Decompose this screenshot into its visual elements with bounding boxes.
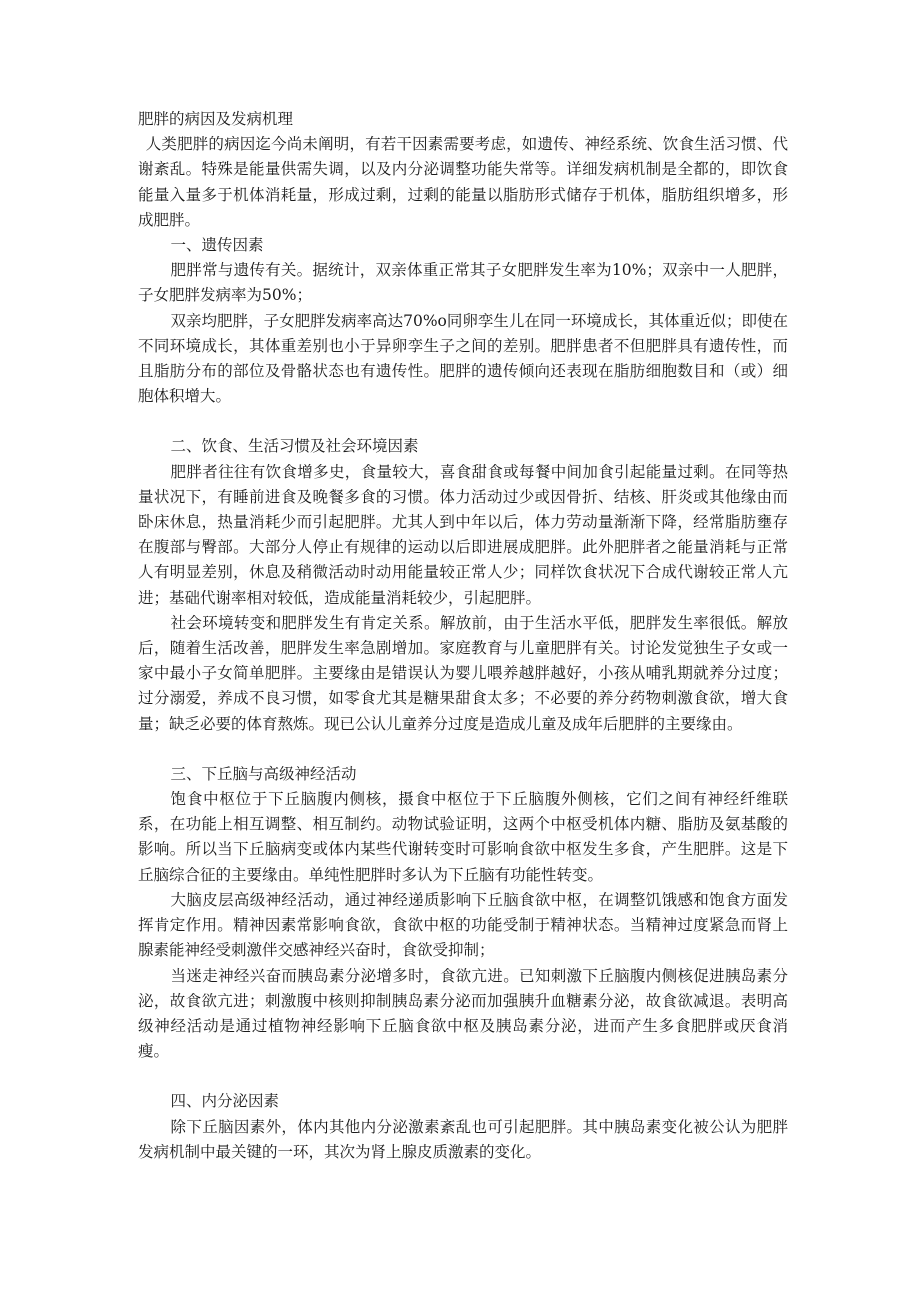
section-paragraph: 大脑皮层高级神经活动，通过神经递质影响下丘脑食欲中枢，在调整饥饿感和饱食方面发挥肯定作用。精神因素常影响食欲，食欲中枢的功能受制于精神状态。当精神过度紧急而肾上腺素能神经受刺激伴交感神经兴奋时，食欲受抑制； <box>138 890 788 960</box>
section-paragraph: 除下丘脑因素外，体内其他内分泌激素紊乱也可引起肥胖。其中胰岛素变化被公认为肥胖发病机制中最关键的一环，其次为肾上腺皮质激素的变化。 <box>138 1117 788 1161</box>
section-paragraph: 双亲均肥胖，子女肥胖发病率高达70%o同卵孪生儿在同一环境成长，其体重近似；即使在不同环境成长，其体重差别也小于异卵孪生子之间的差别。肥胖患者不但肥胖具有遗传性，而且脂肪分布的部位及骨骼状态也有遗传性。肥胖的遗传倾向还表现在脂肪细胞数目和（或）细胞体积增大。 <box>138 311 788 406</box>
section-paragraph: 当迷走神经兴奋而胰岛素分泌增多时，食欲亢进。已知刺激下丘脑腹内侧核促进胰岛素分泌，故食欲亢进；刺激腹中核则抑制胰岛素分泌而加强胰升血糖素分泌，故食欲减退。表明高级神经活动是通过植物神经影响下丘脑食欲中枢及胰岛素分泌，进而产生多食肥胖或厌食消瘦。 <box>138 966 788 1061</box>
paragraph-spacer <box>138 737 788 762</box>
document-body <box>138 107 788 1165</box>
section-paragraph: 肥胖常与遗传有关。据统计，双亲体重正常其子女肥胖发生率为10%；双亲中一人肥胖，子女肥胖发病率为50%； <box>138 261 788 305</box>
intro-paragraph: 人类肥胖的病因迄今尚未阐明，有若干因素需要考虑，如遗传、神经系统、饮食生活习惯、代谢紊乱。特殊是能量供需失调，以及内分泌调整功能失常等。详细发病机制是全都的，即饮食能量入量多于机体消耗量，形成过剩，过剩的能量以脂肪形式储存于机体，脂肪组织增多，形成肥胖。 <box>138 135 788 229</box>
section-heading-hypothalamus: 三、下丘脑与高级神经活动 <box>170 764 357 783</box>
section-paragraph: 饱食中枢位于下丘脑腹内侧核，摄食中枢位于下丘脑腹外侧核，它们之间有神经纤维联系，在功能上相互调整、相互制约。动物试验证明，这两个中枢受机体内糖、脂肪及氨基酸的影响。所以当下丘脑病变或体内某些代谢转变时可影响食欲中枢发生多食，产生肥胖。这是下丘脑综合征的主要缘由。单纯性肥胖时多认为下丘脑有功能性转变。 <box>138 790 788 884</box>
document-title: 肥胖的病因及发病机理 <box>138 110 294 128</box>
section-heading-diet: 二、饮食、生活习惯及社会环境因素 <box>170 437 419 456</box>
section-heading-endocrine: 四、内分泌因素 <box>170 1092 280 1111</box>
paragraph-spacer <box>138 409 788 434</box>
section-paragraph: 社会环境转变和肥胖发生有肯定关系。解放前，由于生活水平低，肥胖发生率很低。解放后，随着生活改善，肥胖发生率急剧增加。家庭教育与儿童肥胖有关。讨论发觉独生子女或一家中最小子女简单肥胖。主要缘由是错误认为婴儿喂养越胖越好，小孩从哺乳期就养分过度；过分溺爱，养成不良习惯，如零食尤其是糖果甜食太多；不必要的养分药物刺激食欲，增大食量；缺乏必要的体育熬炼。现已公认儿童养分过度是造成儿童及成年后肥胖的主要缘由。 <box>138 613 788 733</box>
paragraph-spacer <box>138 1064 788 1089</box>
section-paragraph: 肥胖者往往有饮食增多史，食量较大，喜食甜食或每餐中间加食引起能量过剩。在同等热量状况下，有睡前进食及晚餐多食的习惯。体力活动过少或因骨折、结核、肝炎或其他缘由而卧床休息，热量消耗少而引起肥胖。尤其人到中年以后，体力劳动量渐渐下降，经常脂肪壅存在腹部与臀部。大部分人停止有规律的运动以后即进展成肥胖。此外肥胖者之能量消耗与正常人有明显差别，休息及稍微活动时动用能量较正常人少；同样饮食状况下合成代谢较正常人亢进；基础代谢率相对较低，造成能量消耗较少，引起肥胖。 <box>138 462 788 607</box>
section-heading-genetic: 一、遗传因素 <box>170 236 264 255</box>
